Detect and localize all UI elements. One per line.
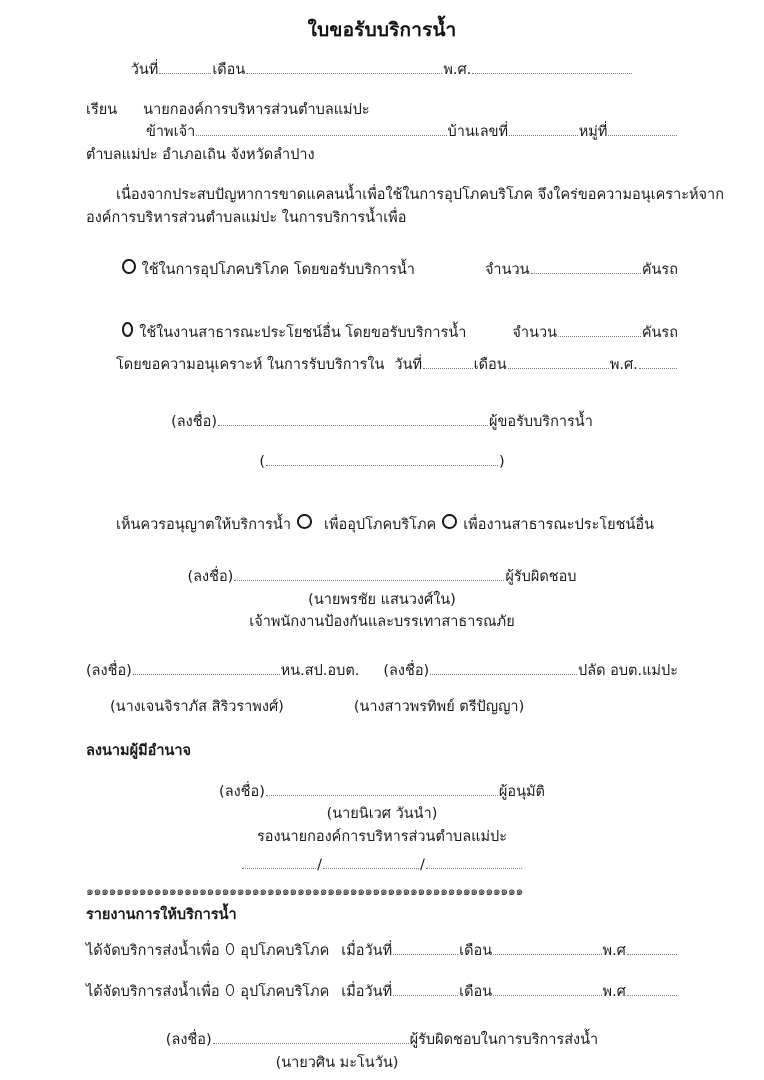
request-date-year-input[interactable] [639, 356, 677, 369]
authority-date-day-input[interactable] [242, 856, 316, 869]
requester-name-open-paren: ( [259, 454, 265, 471]
house-number-label: บ้านเลขที่ [447, 124, 509, 141]
option-row-2[interactable] [86, 322, 678, 344]
requester-signature-input[interactable] [218, 413, 488, 426]
requester-name-input[interactable] [266, 453, 498, 466]
report-1-date-label: เมื่อวันที่ [341, 943, 393, 960]
report-signature-row [86, 1029, 678, 1051]
report-2-prefix: ได้จัดบริการส่งน้ำเพื่อ [86, 983, 220, 1000]
report-1-year-input[interactable] [627, 942, 677, 955]
report-2-year-label: พ.ศ [602, 983, 626, 1000]
right-sign-label: (ลงชื่อ) [383, 662, 430, 679]
request-date-prefix: โดยขอความอนุเคราะห์ ในการรับบริการใน [116, 357, 385, 374]
recipient-name: นายกองค์การบริหารส่วนตำบลแม่ปะ [143, 101, 370, 118]
responsible-sign-label: (ลงชื่อ) [187, 569, 234, 586]
report-row-1[interactable] [86, 940, 678, 962]
report-heading: รายงานการให้บริการน้ำ [86, 906, 237, 923]
report-signature-name: (นายวศิน มะโนวัน) [275, 1054, 399, 1071]
report-sign-label: (ลงชื่อ) [165, 1032, 212, 1049]
address-line: ตำบลแม่ปะ อำเภอเถิน จังหวัดลำปาง [86, 146, 315, 163]
applicant-label: ข้าพเจ้า [146, 124, 196, 141]
dual-signature-row [86, 660, 678, 682]
body-paragraph-line-1: เนื่องจากประสบปัญหาการขาดแคลนน้ำเพื่อใช้ในการอุปโภคบริโภค จึงใคร่ขอความอนุเคราะห์จาก [116, 187, 724, 204]
date-year-input[interactable] [472, 61, 632, 74]
date-year-label: พ.ศ. [443, 61, 472, 78]
applicant-name-input[interactable] [196, 124, 446, 137]
left-officer-name: (นางเจนจิราภัส สิริวราพงศ์) [110, 699, 284, 715]
responsible-role-label: ผู้รับผิดชอบ [505, 569, 577, 586]
responsible-name: (นายพรชัย แสนวงศ์ใน) [308, 591, 456, 608]
responsible-position: เจ้าพนักงานป้องกันและบรรเทาสาธารณภัย [249, 614, 515, 631]
request-date-month-input[interactable] [508, 356, 609, 369]
date-day-input[interactable] [159, 61, 211, 74]
report-1-prefix: ได้จัดบริการส่งน้ำเพื่อ [86, 943, 220, 960]
salutation-label: เรียน [86, 101, 118, 118]
date-month-input[interactable] [246, 61, 442, 74]
page-title: ใบขอรับบริการน้ำ [307, 19, 457, 41]
report-1-purpose: อุปโภคบริโภค [240, 943, 330, 960]
section-divider: ๑๑๑๑๑๑๑๑๑๑๑๑๑๑๑๑๑๑๑๑๑๑๑๑๑๑๑๑๑๑๑๑๑๑๑๑๑๑๑๑๑๑๑๑๑๑๑๑๑๑๑๑๑๑๑๑๑๑ [86, 882, 524, 898]
house-number-input[interactable] [509, 124, 578, 137]
request-date-year-label: พ.ศ. [609, 357, 638, 374]
report-1-month-input[interactable] [493, 942, 601, 955]
report-signature-role: ผู้รับผิดชอบในการบริการส่งน้ำ [409, 1032, 599, 1049]
radio-unchecked-icon[interactable] [297, 514, 312, 529]
radio-unchecked-icon[interactable] [226, 943, 235, 955]
report-2-date-input[interactable] [393, 983, 458, 996]
authority-sign-label: (ลงชื่อ) [219, 783, 265, 800]
option-2-quantity-label: จำนวน [512, 324, 558, 341]
report-2-year-input[interactable] [627, 983, 677, 996]
report-row-2[interactable] [86, 981, 678, 1003]
report-1-month-label: เดือน [459, 943, 493, 960]
responsible-signature-row [86, 566, 678, 588]
moo-label: หมู่ที่ [578, 124, 608, 141]
option-row-1[interactable] [86, 259, 678, 281]
authority-heading: ลงนามผู้มีอำนาจ [86, 743, 192, 760]
requester-role-label: ผู้ขอรับบริการน้ำ [488, 413, 593, 430]
authority-date-year-input[interactable] [426, 856, 522, 869]
request-date-day-input[interactable] [423, 356, 473, 369]
option-1-quantity-input[interactable] [531, 261, 641, 274]
authority-date-month-input[interactable] [323, 856, 419, 869]
left-role-label: หน.สป.อบต. [280, 662, 360, 679]
report-signature-input[interactable] [213, 1031, 409, 1044]
request-date-month-label: เดือน [473, 357, 507, 374]
radio-unchecked-icon[interactable] [442, 514, 457, 529]
authority-date-separator-2: / [420, 857, 425, 874]
option-2-unit-label: คันรถ [641, 324, 678, 341]
requester-sign-label: (ลงชื่อ) [171, 413, 217, 430]
option-1-unit-label: คันรถ [641, 262, 678, 279]
authority-signature-row [86, 781, 678, 803]
recommendation-option-1-label: เพื่ออุปโภคบริโภค [323, 516, 437, 533]
requester-signature-row [86, 411, 678, 433]
salutation-row [86, 99, 678, 121]
radio-unchecked-icon[interactable] [122, 322, 133, 337]
request-date-row [86, 354, 678, 376]
requester-name-row [86, 451, 678, 473]
option-1-label: ใช้ในการอุปโภคบริโภค โดยขอรับบริการน้ำ [141, 262, 415, 279]
report-1-date-input[interactable] [393, 942, 458, 955]
option-2-quantity-input[interactable] [558, 324, 641, 337]
report-2-month-input[interactable] [493, 983, 601, 996]
date-month-label: เดือน [212, 61, 246, 78]
authority-date-separator-1: / [317, 857, 322, 874]
date-header-row [86, 59, 678, 81]
option-2-label: ใช้ในงานสาธารณะประโยชน์อื่น โดยขอรับบริการน้ำ [139, 324, 467, 341]
request-date-day-label: วันที่ [394, 357, 423, 374]
right-officer-name: (นางสาวพรทิพย์ ตรีปัญญา) [353, 699, 525, 715]
recommendation-row[interactable] [86, 514, 678, 536]
authority-name: (นายนิเวศ วันนำ) [326, 806, 438, 823]
recommendation-option-2-label: เพื่องานสาธารณะประโยชน์อื่น [463, 516, 655, 533]
moo-input[interactable] [608, 124, 677, 137]
left-signature-input[interactable] [133, 662, 280, 675]
requester-name-close-paren: ) [499, 454, 505, 471]
left-sign-label: (ลงชื่อ) [86, 662, 132, 679]
option-1-quantity-label: จำนวน [484, 262, 530, 279]
recommendation-prefix: เห็นควรอนุญาตให้บริการน้ำ [116, 516, 291, 533]
radio-unchecked-icon[interactable] [122, 259, 136, 274]
report-1-year-label: พ.ศ [602, 943, 626, 960]
responsible-signature-input[interactable] [234, 568, 504, 581]
report-2-date-label: เมื่อวันที่ [341, 983, 393, 1000]
right-role-label: ปลัด อบต.แม่ปะ [578, 662, 678, 679]
report-2-month-label: เดือน [459, 983, 493, 1000]
authority-signature-input[interactable] [266, 783, 498, 796]
dual-name-row [86, 696, 678, 718]
authority-date-row [86, 854, 678, 876]
authority-role-label: ผู้อนุมัติ [498, 783, 545, 800]
body-paragraph-line-2: องค์การบริหารส่วนตำบลแม่ปะ ในการบริการน้ำเพื่อ [86, 209, 407, 226]
right-signature-input[interactable] [430, 662, 577, 675]
authority-position: รองนายกองค์การบริหารส่วนตำบลแม่ปะ [256, 828, 508, 845]
date-day-label: วันที่ [130, 61, 159, 78]
radio-unchecked-icon[interactable] [226, 984, 235, 996]
applicant-row [86, 121, 678, 143]
report-2-purpose: อุปโภคบริโภค [240, 983, 330, 1000]
